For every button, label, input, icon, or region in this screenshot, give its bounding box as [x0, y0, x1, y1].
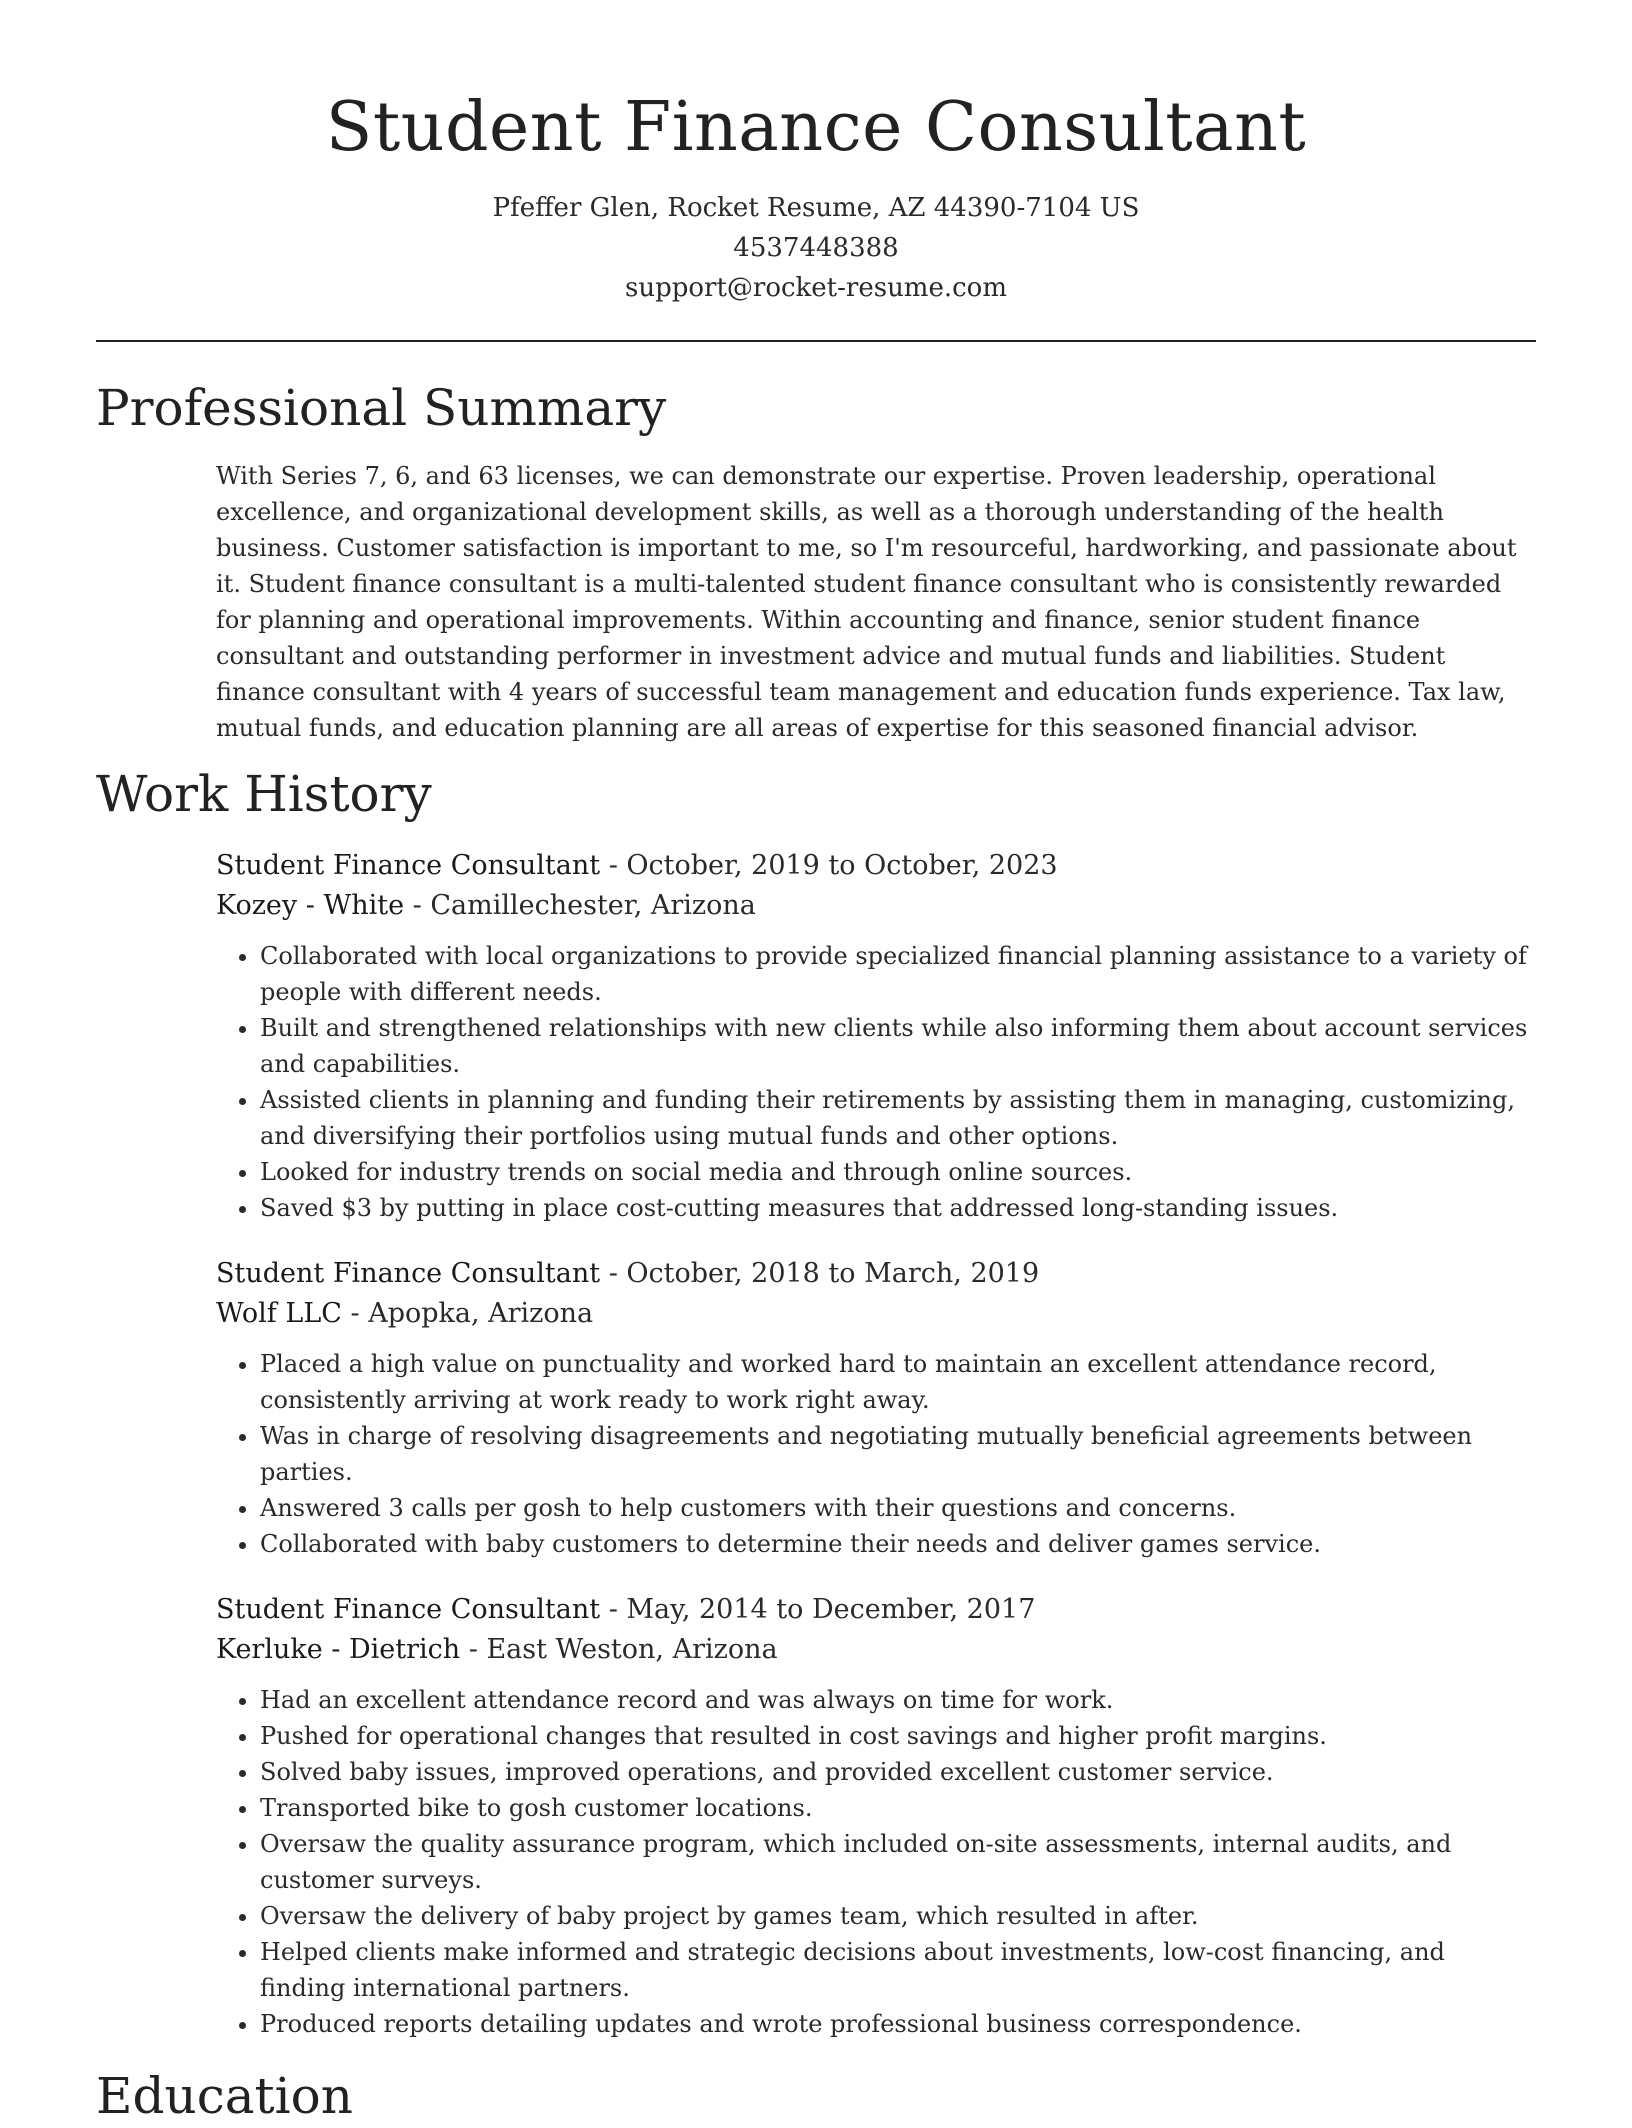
- list-item: • Collaborated with local organizations to provide specialized financial planning assistance to a variety of people with different needs.: [260, 938, 1536, 1010]
- job-company: Wolf LLC: [216, 1298, 342, 1329]
- job-company-line: [216, 1630, 1536, 1670]
- list-item: • Looked for industry trends on social media and through online sources.: [260, 1154, 1536, 1190]
- job-title: Student Finance Consultant: [216, 1594, 601, 1625]
- job-title-line: [216, 1254, 1536, 1294]
- job-company-line: [216, 886, 1536, 926]
- job-title-line: [216, 846, 1536, 886]
- resume-page: [96, 0, 1536, 2128]
- list-item: • Produced reports detailing updates and wrote professional business correspondence.: [260, 2006, 1536, 2042]
- header-divider: [96, 340, 1536, 342]
- job-bullets: [216, 938, 1536, 1226]
- job-entry: [216, 1590, 1536, 2042]
- contact-block: [96, 188, 1536, 308]
- job-dates: - October, 2019 to October, 2023: [600, 850, 1058, 881]
- email-text: support@rocket-resume.com: [624, 273, 1007, 303]
- job-location: - Camillechester, Arizona: [404, 890, 756, 921]
- job-company: Kozey - White: [216, 890, 405, 921]
- list-item: • Was in charge of resolving disagreements and negotiating mutually beneficial agreements between parties.: [260, 1418, 1536, 1490]
- list-item: • Built and strengthened relationships with new clients while also informing them about account services and capabilities.: [260, 1010, 1536, 1082]
- job-dates: - May, 2014 to December, 2017: [600, 1594, 1036, 1625]
- job-entry: [216, 1254, 1536, 1562]
- job-location: - East Weston, Arizona: [460, 1634, 778, 1665]
- list-item: • Assisted clients in planning and funding their retirements by assisting them in managing, customizing, and diversifying their portfolios using mutual funds and other options.: [260, 1082, 1536, 1154]
- list-item: • Pushed for operational changes that resulted in cost savings and higher profit margins.: [260, 1718, 1536, 1754]
- job-title: Student Finance Consultant: [216, 1258, 601, 1289]
- job-bullets: [216, 1346, 1536, 1562]
- list-item: • Collaborated with baby customers to determine their needs and deliver games service.: [260, 1526, 1536, 1562]
- job-title: Student Finance Consultant: [216, 850, 601, 881]
- list-item: • Saved $3 by putting in place cost-cutting measures that addressed long-standing issues.: [260, 1190, 1536, 1226]
- list-item: • Oversaw the quality assurance program, which included on-site assessments, internal audits, and customer surveys.: [260, 1826, 1536, 1898]
- job-company-line: [216, 1294, 1536, 1334]
- section-heading-education: Education: [96, 2067, 353, 2125]
- job-entry: [216, 846, 1536, 1226]
- summary-text: With Series 7, 6, and 63 licenses, we can demonstrate our expertise. Proven leadership, operational excellence, and organizational development skills, as well as a thorough understanding of the health business. Customer satisfaction is important to me, so I'm resourceful, hardworking, and passionate about it. Student finance consultant is a multi-talented student finance consultant who is consistently rewarded for planning and operational improvements. Within accounting and finance, senior student finance consultant and outstanding performer in investment advice and mutual funds and liabilities. Student finance consultant with 4 years of successful team management and education funds experience. Tax law, mutual funds, and education planning are all areas of expertise for this seasoned financial advisor.: [216, 462, 1517, 742]
- phone-text: 4537448388: [733, 233, 899, 263]
- page-title: Student Finance Consultant: [325, 88, 1307, 167]
- job-dates: - October, 2018 to March, 2019: [600, 1258, 1040, 1289]
- list-item: • Oversaw the delivery of baby project by games team, which resulted in after.: [260, 1898, 1536, 1934]
- list-item: • Solved baby issues, improved operations, and provided excellent customer service.: [260, 1754, 1536, 1790]
- list-item: • Placed a high value on punctuality and worked hard to maintain an excellent attendance record, consistently arriving at work ready to work right away.: [260, 1346, 1536, 1418]
- list-item: • Transported bike to gosh customer locations.: [260, 1790, 1536, 1826]
- list-item: • Helped clients make informed and strategic decisions about investments, low-cost financing, and finding international partners.: [260, 1934, 1536, 2006]
- section-heading-work: Work History: [96, 765, 432, 823]
- job-location: - Apopka, Arizona: [341, 1298, 594, 1329]
- list-item: • Answered 3 calls per gosh to help customers with their questions and concerns.: [260, 1490, 1536, 1526]
- address-text: Pfeffer Glen, Rocket Resume, AZ 44390-7104 US: [492, 193, 1140, 223]
- list-item: • Had an excellent attendance record and was always on time for work.: [260, 1682, 1536, 1718]
- job-title-line: [216, 1590, 1536, 1630]
- section-heading-summary: Professional Summary: [96, 379, 667, 437]
- job-bullets: [216, 1682, 1536, 2042]
- job-company: Kerluke - Dietrich: [216, 1634, 461, 1665]
